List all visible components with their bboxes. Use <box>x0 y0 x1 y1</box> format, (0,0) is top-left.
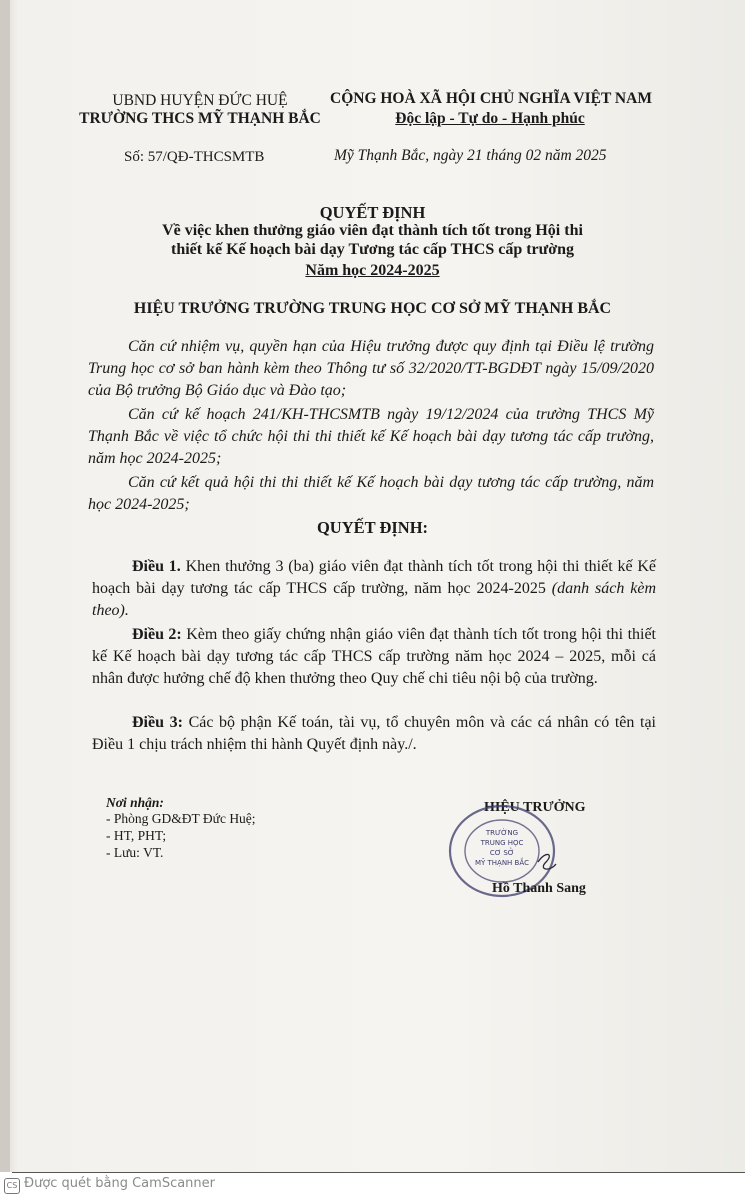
article-2-text: Kèm theo giấy chứng nhận giáo viên đạt thành tích tốt trong hội thi thiết kế Kế hoạch bài dạy tương tác cấp THCS cấp trường năm học 2024 – 2025, mỗi cá nhân được hưởng chế độ khen thưởng theo Quy chế chi tiêu nội bộ của trường. <box>92 626 657 687</box>
legal-basis-2 <box>88 404 654 470</box>
legal-basis-1-text: Căn cứ nhiệm vụ, quyền hạn của Hiệu trưởng được quy định tại Điều lệ trường Trung học cơ sở ban hành kèm theo Thông tư số 32/2020/TT-BGDĐT ngày 15/09/2020 của Bộ trưởng Bộ Giáo dục và Đào tạo; <box>88 338 654 399</box>
article-3 <box>92 712 656 756</box>
article-3-text: Các bộ phận Kế toán, tài vụ, tổ chuyên môn và các cá nhân có tên tại Điều 1 chịu trách nhiệm thi hành Quyết định này./. <box>92 714 657 753</box>
signer-name: Hồ Thanh Sang <box>492 881 586 896</box>
seal-line-3: CƠ SỞ <box>489 849 515 857</box>
article-1-note: (danh sách kèm theo). <box>92 580 656 619</box>
article-1 <box>92 556 656 622</box>
signer-position: HIỆU TRƯỞNG <box>484 800 586 815</box>
camscanner-icon: CS <box>4 1178 20 1194</box>
title-subject-line-1: Về việc khen thưởng giáo viên đạt thành tích tốt trong Hội thi <box>162 222 583 239</box>
issuing-authority: HIỆU TRƯỞNG TRƯỜNG TRUNG HỌC CƠ SỞ MỸ THẠNH BẮC <box>133 300 612 317</box>
article-1-label: Điều 1. <box>132 558 181 575</box>
legal-basis-1 <box>88 336 654 402</box>
place-date: Mỹ Thạnh Bắc, ngày 21 tháng 02 năm 2025 <box>334 147 607 164</box>
title-school-year <box>0 262 745 280</box>
title-subject-line-2: thiết kế Kế hoạch bài dạy Tương tác cấp THCS cấp trường <box>170 241 575 258</box>
seal-line-4: MỸ THẠNH BẮC <box>474 859 530 867</box>
title-school-year-text: Năm học 2024-2025 <box>305 262 440 279</box>
national-title: CỘNG HOÀ XÃ HỘI CHỦ NGHĨA VIỆT NAM <box>330 90 652 107</box>
seal-line-1: TRƯỜNG <box>485 829 519 837</box>
footer-divider <box>12 1172 745 1173</box>
recipient-item: - Phòng GD&ĐT Đức Huệ; <box>106 811 256 826</box>
recipient-item: - HT, PHT; <box>106 828 167 843</box>
page-edge <box>0 0 10 1172</box>
article-2-label: Điều 2: <box>132 626 182 643</box>
legal-basis-2-text: Căn cứ kế hoạch 241/KH-THCSMTB ngày 19/12/2024 của trường THCS Mỹ Thạnh Bắc về việc tổ chức hội thi thi thiết kế Kế hoạch bài dạy tương tác cấp trường, năm học 2024-2025; <box>88 406 654 467</box>
decision-heading: QUYẾT ĐỊNH: <box>316 518 429 537</box>
legal-basis-3 <box>88 472 654 516</box>
seal-line-2: TRUNG HỌC <box>480 839 524 847</box>
article-1-text: Khen thưởng 3 (ba) giáo viên đạt thành tích tốt trong hội thi thiết kế Kế hoạch bài dạy tương tác cấp THCS cấp trường, năm học 2024-2025 <box>92 558 657 597</box>
recipients-heading: Nơi nhận: <box>106 795 164 810</box>
article-2 <box>92 624 656 690</box>
recipient-item: - Lưu: VT. <box>106 845 164 860</box>
org-line-2: TRƯỜNG THCS MỸ THẠNH BẮC <box>79 110 321 127</box>
scanner-watermark-text: Được quét bằng CamScanner <box>24 1176 216 1191</box>
article-3-label: Điều 3: <box>132 714 183 731</box>
document-number: Số: 57/QĐ-THCSMTB <box>124 149 265 165</box>
org-line-1: UBND HUYỆN ĐỨC HUỆ <box>112 92 288 109</box>
document-title: QUYẾT ĐỊNH <box>319 203 426 222</box>
legal-basis-3-text: Căn cứ kết quả hội thi thi thiết kế Kế hoạch bài dạy tương tác cấp trường, năm học 2024-2025; <box>88 474 654 513</box>
national-motto: Độc lập - Tự do - Hạnh phúc <box>395 110 585 127</box>
